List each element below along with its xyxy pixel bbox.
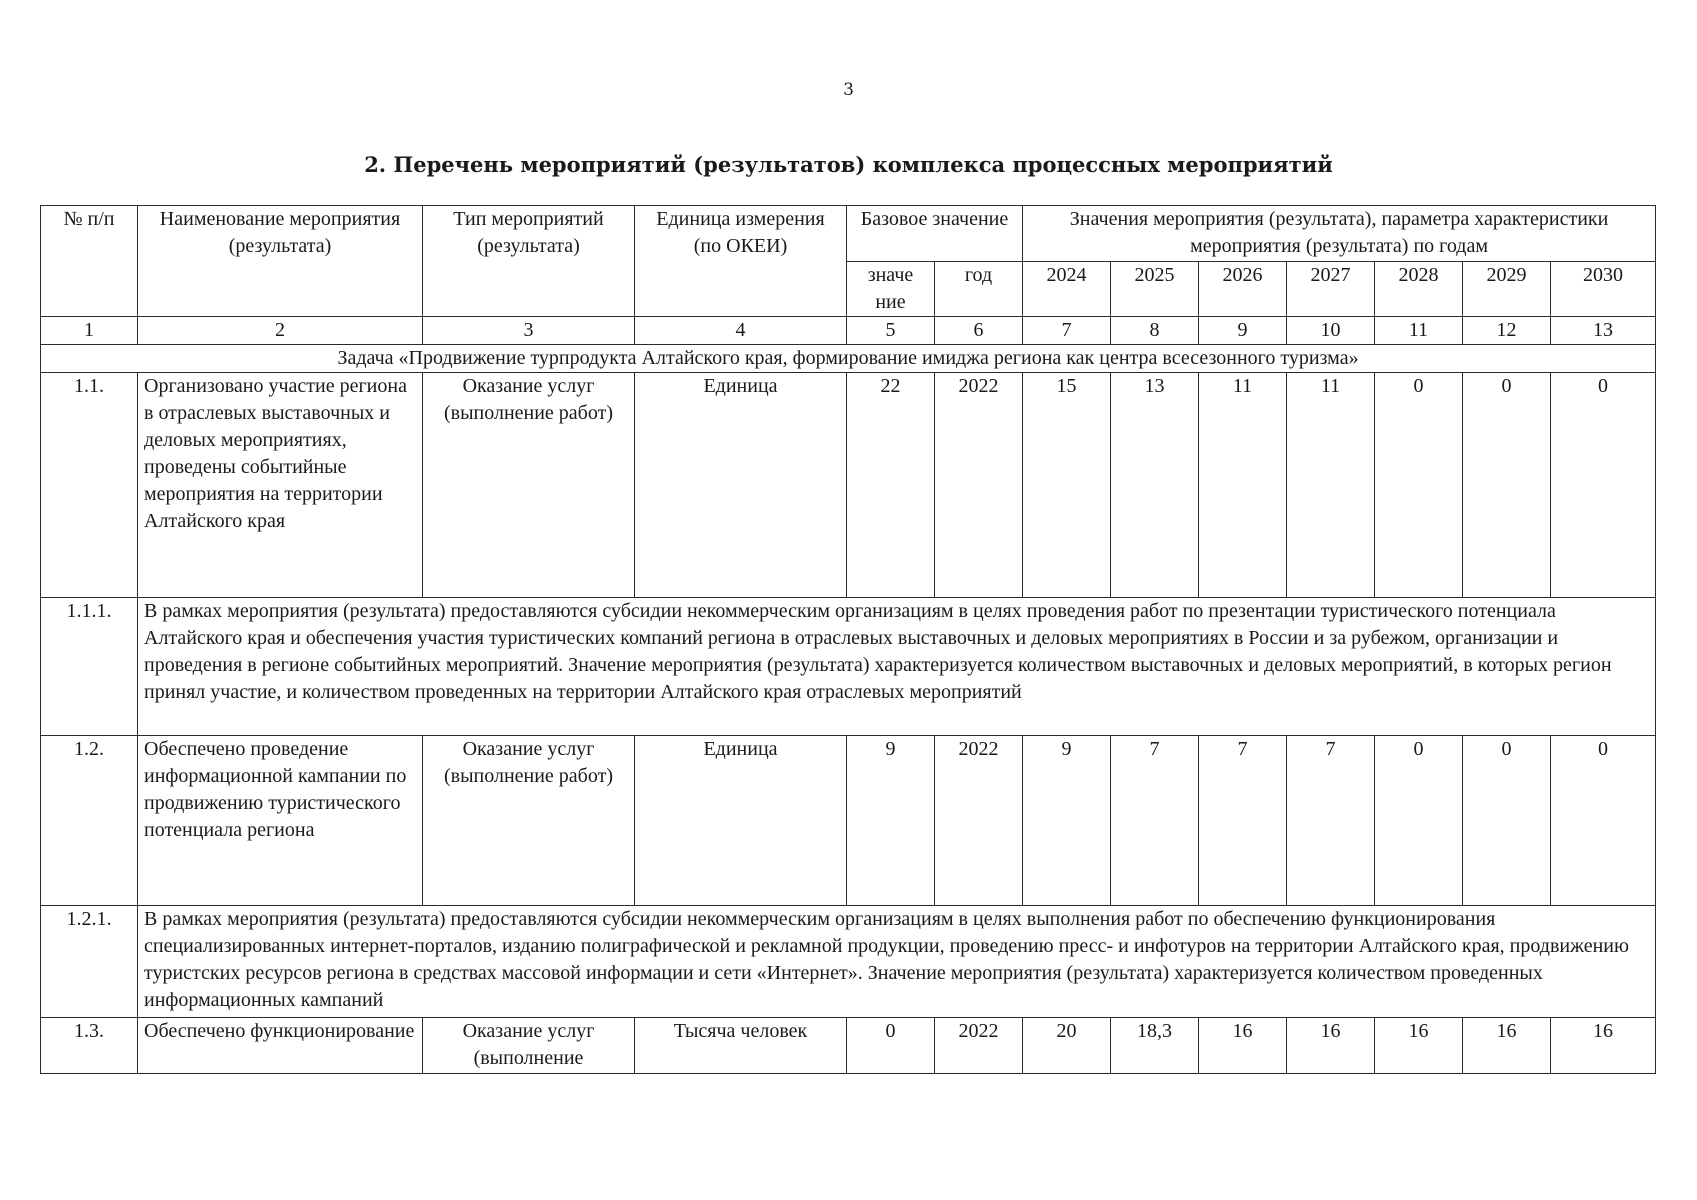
row-value: 16 xyxy=(1199,1018,1287,1074)
row-num: 1.1.1. xyxy=(41,598,138,736)
column-numbers-row xyxy=(41,317,1656,345)
header-unit: Единица измерения (по ОКЕИ) xyxy=(635,206,847,317)
row-value: 0 xyxy=(1463,373,1551,598)
row-unit: Единица xyxy=(635,736,847,906)
header-num: № п/п xyxy=(41,206,138,317)
header-year: 2028 xyxy=(1375,262,1463,317)
task-title: Задача «Продвижение турпродукта Алтайского края, формирование имиджа региона как центра всесезонного туризма» xyxy=(41,345,1656,373)
row-num: 1.1. xyxy=(41,373,138,598)
row-type: Оказание услуг (выполнение работ) xyxy=(423,736,635,906)
row-value: 16 xyxy=(1463,1018,1551,1074)
row-num: 1.2. xyxy=(41,736,138,906)
header-year: 2024 xyxy=(1023,262,1111,317)
header-values: Значения мероприятия (результата), параметра характеристики мероприятия (результата) по годам xyxy=(1023,206,1656,262)
row-value: 13 xyxy=(1111,373,1199,598)
table-header-row xyxy=(41,206,1656,262)
row-description: В рамках мероприятия (результата) предоставляются субсидии некоммерческим организациям в целях проведения работ по презентации туристического потенциала Алтайского края и обеспечения участия туристических компаний региона в отраслевых выставочных и деловых мероприятиях в России и за рубежом, организации и проведения в регионе событийных мероприятий. Значение мероприятия (результата) характеризуется количеством выставочных и деловых мероприятий, в которых регион принял участие, и количеством проведенных на территории Алтайского края отраслевых мероприятий xyxy=(138,598,1656,736)
header-year: 2025 xyxy=(1111,262,1199,317)
header-name: Наименование мероприятия (результата) xyxy=(138,206,423,317)
row-num: 1.3. xyxy=(41,1018,138,1074)
header-base-year: год xyxy=(935,262,1023,317)
row-name: Обеспечено функционирование xyxy=(138,1018,423,1074)
header-base: Базовое значение xyxy=(847,206,1023,262)
row-value: 15 xyxy=(1023,373,1111,598)
row-type: Оказание услуг (выполнение xyxy=(423,1018,635,1074)
header-year: 2026 xyxy=(1199,262,1287,317)
column-number: 2 xyxy=(138,317,423,345)
row-value: 7 xyxy=(1287,736,1375,906)
row-value: 7 xyxy=(1199,736,1287,906)
row-value: 16 xyxy=(1551,1018,1656,1074)
row-value: 0 xyxy=(1551,373,1656,598)
row-base-year: 2022 xyxy=(935,736,1023,906)
document-title: 2. Перечень мероприятий (результатов) комплекса процессных мероприятий xyxy=(364,152,1333,177)
description-row xyxy=(41,598,1656,736)
column-number: 13 xyxy=(1551,317,1656,345)
row-base-year: 2022 xyxy=(935,1018,1023,1074)
description-row xyxy=(41,906,1656,1018)
column-number: 7 xyxy=(1023,317,1111,345)
row-unit: Тысяча человек xyxy=(635,1018,847,1074)
row-value: 11 xyxy=(1199,373,1287,598)
row-base-value: 9 xyxy=(847,736,935,906)
column-number: 3 xyxy=(423,317,635,345)
header-base-value: значе ние xyxy=(847,262,935,317)
page-number: 3 xyxy=(843,80,854,100)
row-value: 11 xyxy=(1287,373,1375,598)
row-unit: Единица xyxy=(635,373,847,598)
column-number: 1 xyxy=(41,317,138,345)
row-type: Оказание услуг (выполнение работ) xyxy=(423,373,635,598)
row-num: 1.2.1. xyxy=(41,906,138,1018)
column-number: 9 xyxy=(1199,317,1287,345)
header-type: Тип мероприятий (результата) xyxy=(423,206,635,317)
measures-table xyxy=(40,205,1656,1074)
table-row xyxy=(41,736,1656,906)
row-value: 0 xyxy=(1375,736,1463,906)
row-value: 7 xyxy=(1111,736,1199,906)
row-value: 9 xyxy=(1023,736,1111,906)
table-row xyxy=(41,1018,1656,1074)
column-number: 8 xyxy=(1111,317,1199,345)
row-base-year: 2022 xyxy=(935,373,1023,598)
row-value: 18,3 xyxy=(1111,1018,1199,1074)
row-value: 0 xyxy=(1551,736,1656,906)
row-value: 0 xyxy=(1375,373,1463,598)
row-value: 0 xyxy=(1463,736,1551,906)
row-description: В рамках мероприятия (результата) предоставляются субсидии некоммерческим организациям в целях выполнения работ по обеспечению функционирования специализированных интернет-порталов, изданию полиграфической и рекламной продукции, проведению пресс- и инфотуров на территории Алтайского края, продвижению туристских ресурсов региона в средствах массовой информации и сети «Интернет». Значение мероприятия (результата) характеризуется количеством проведенных информационных кампаний xyxy=(138,906,1656,1018)
column-number: 5 xyxy=(847,317,935,345)
table-row xyxy=(41,373,1656,598)
column-number: 6 xyxy=(935,317,1023,345)
task-row xyxy=(41,345,1656,373)
row-name: Обеспечено проведение информационной кампании по продвижению туристического потенциала региона xyxy=(138,736,423,906)
row-name: Организовано участие региона в отраслевых выставочных и деловых мероприятиях, проведены событийные мероприятия на территории Алтайского края xyxy=(138,373,423,598)
column-number: 11 xyxy=(1375,317,1463,345)
column-number: 10 xyxy=(1287,317,1375,345)
header-year: 2027 xyxy=(1287,262,1375,317)
column-number: 12 xyxy=(1463,317,1551,345)
row-base-value: 22 xyxy=(847,373,935,598)
header-year: 2030 xyxy=(1551,262,1656,317)
column-number: 4 xyxy=(635,317,847,345)
header-year: 2029 xyxy=(1463,262,1551,317)
row-value: 16 xyxy=(1287,1018,1375,1074)
row-base-value: 0 xyxy=(847,1018,935,1074)
row-value: 16 xyxy=(1375,1018,1463,1074)
row-value: 20 xyxy=(1023,1018,1111,1074)
